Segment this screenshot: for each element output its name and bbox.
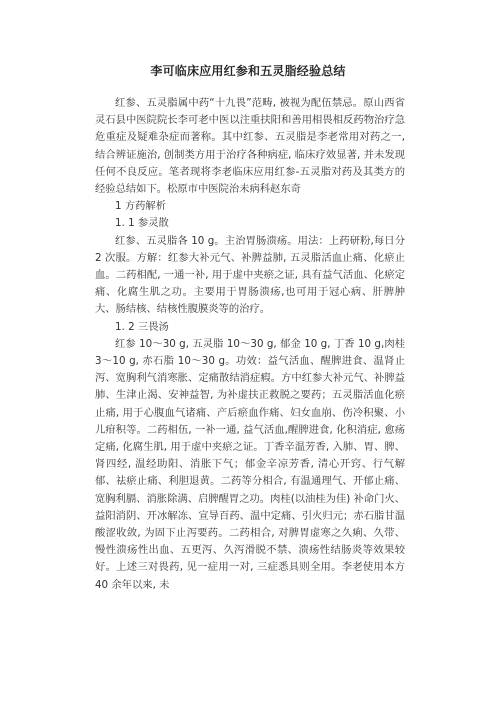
subsection-heading: 1. 2 三畏汤 [115, 320, 169, 333]
section-heading: 1 方药解析 [115, 200, 167, 213]
subsection-paragraph: 红参、五灵脂各 10 g。主治胃肠溃疡。用法：上药研粉,每日分 2 次服。方解：红参大补元气、补脾益肺, 五灵脂活血止痛、化瘀止血。二药相配, 一通一补, 用于虚中夹瘀之证, 具有益气活血、化瘀定痛、化腐生肌之功。主要用于胃肠溃疡,也可用于冠心病、肝脾肿大、肠结核、结核性腹膜炎等的治疗。 [95, 234, 405, 316]
document-body [95, 95, 405, 594]
intro-paragraph: 红参、五灵脂属中药“十九畏”范畴, 被视为配伍禁忌。原山西省灵石县中医院院长李可老中医以注重扶阳和善用相畏相反药物治疗急危重症及疑难杂症而著称。其中红参、五灵脂是李老常用对药之一, 结合辨证施治, 创制类方用于治疗各种病症, 临床疗效显著, 并未发现任何不良反应。笔者现将李老临床应用红参-五灵脂对药及其类方的经验总结如下。松原市中医院治未病科赵东奇 [95, 97, 405, 196]
subsection-heading: 1. 1 参灵散 [115, 217, 169, 230]
document-title: 李可临床应用红参和五灵脂经验总结 [150, 64, 346, 78]
subsection-paragraph: 红参 10～30 g, 五灵脂 10～30 g, 郁金 10 g, 丁香 10 g,肉桂 3～10 g, 赤石脂 10～30 g。功效：益气活血、醒脾进食、温肾止泻、宽胸利气消寒胀、定痛散结消症瘕。方中红参大补元气、补脾益肺、生津止渴、安神益智, 为补虚扶正救脱之要药；五灵脂活血化瘀止痛, 用于心腹血气诸痛、产后瘀血作痛、妇女血崩、伤冷积聚、小儿疳积等。二药相伍, 一补一通, 益气活血,醒脾进食, 化积消症, 愈疡定痛, 化腐生肌, 用于虚中夹瘀之证。丁香辛温芳香, 入肺、胃、脾、肾四经, 温经助阳、消胀下气；郁金辛凉芳香, 清心开窍、行气解郁、祛瘀止痛、利胆退黄。二药等分相合, 有温通理气、开郁止痛、宽胸利膈、消胀除满、启脾醒胃之功。肉桂(以油桂为佳) 补命门火、益阳消阴、开冰解冻、宣导百药、温中定痛、引火归元；赤石脂甘温酸涩收敛, 为固下止泻要药。二药相合, 对脾胃虚寒之久痢、久带、慢性溃疡性出血、五更泻、久泻滑脱不禁、溃疡性结肠炎等效果较好。上述三对畏药, 见一症用一对, 三症悉具则全用。李老使用本方 40 余年以来, 未 [95, 337, 405, 591]
